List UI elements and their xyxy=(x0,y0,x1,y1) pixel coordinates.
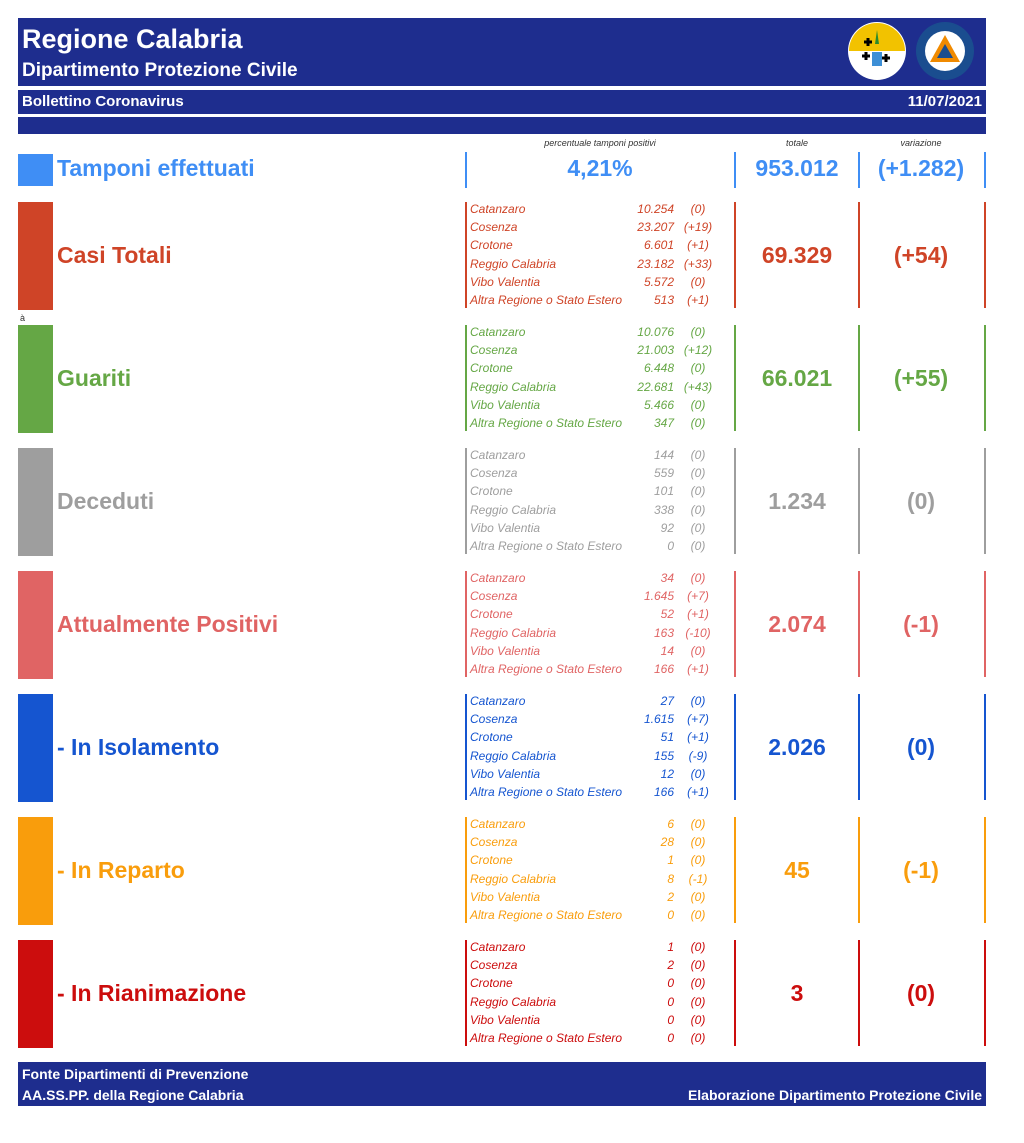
province-name: Crotone xyxy=(470,238,513,253)
section-color-swatch xyxy=(18,325,53,433)
province-value: 166 xyxy=(653,784,674,799)
province-value: 101 xyxy=(653,484,674,499)
province-name: Crotone xyxy=(470,730,513,745)
section-variation: (0) xyxy=(906,488,936,514)
province-name: Altra Regione o Stato Estero xyxy=(470,784,623,799)
divider xyxy=(465,325,467,431)
page-subtitle: Dipartimento Protezione Civile xyxy=(22,60,298,81)
province-value: 5.466 xyxy=(643,397,674,412)
province-delta: (0) xyxy=(690,466,706,481)
province-delta: (0) xyxy=(690,1012,706,1027)
province-value: 0 xyxy=(667,538,674,553)
province-value: 166 xyxy=(653,661,674,676)
province-row xyxy=(470,889,730,907)
divider xyxy=(984,448,986,554)
section-label: - In Reparto xyxy=(57,857,185,883)
province-delta: (0) xyxy=(690,502,706,517)
province-list xyxy=(470,939,730,1048)
province-name: Reggio Calabria xyxy=(470,994,557,1009)
province-name: Cosenza xyxy=(470,466,518,481)
page-title: Regione Calabria xyxy=(22,24,243,54)
bulletin-label: Bollettino Coronavirus xyxy=(22,93,184,110)
province-value: 23.207 xyxy=(637,220,674,235)
province-row xyxy=(470,816,730,834)
divider xyxy=(858,325,860,431)
section-variation: (+54) xyxy=(893,242,949,268)
province-row xyxy=(470,292,730,310)
province-row xyxy=(470,520,730,538)
divider xyxy=(858,152,860,188)
province-delta: (+12) xyxy=(683,343,713,358)
province-delta: (0) xyxy=(690,448,706,462)
province-row xyxy=(470,342,730,360)
province-value: 34 xyxy=(660,571,674,585)
province-value: 1.645 xyxy=(643,589,674,604)
province-delta: (0) xyxy=(690,940,706,954)
header-banner xyxy=(18,18,986,86)
section-label: - In Rianimazione xyxy=(57,980,247,1006)
province-delta: (+7) xyxy=(687,589,709,604)
province-delta: (-9) xyxy=(688,748,708,763)
province-name: Crotone xyxy=(470,607,513,622)
tamponi-swatch xyxy=(18,154,53,186)
province-row xyxy=(470,237,730,255)
province-value: 0 xyxy=(667,1012,674,1027)
section-label: Deceduti xyxy=(57,488,155,514)
province-row xyxy=(470,379,730,397)
province-name: Catanzaro xyxy=(470,448,526,462)
province-name: Cosenza xyxy=(470,835,518,850)
divider xyxy=(734,571,736,677)
province-row xyxy=(470,729,730,747)
province-name: Cosenza xyxy=(470,712,518,727)
province-name: Reggio Calabria xyxy=(470,379,557,394)
section-color-swatch xyxy=(18,448,53,556)
province-value: 347 xyxy=(653,415,674,430)
province-name: Altra Regione o Stato Estero xyxy=(470,661,623,676)
province-delta: (0) xyxy=(690,976,706,991)
divider xyxy=(984,817,986,923)
province-delta: (0) xyxy=(690,643,706,658)
province-delta: (0) xyxy=(690,415,706,430)
footer-source-line2: AA.SS.PP. della Regione Calabria xyxy=(22,1087,244,1103)
province-name: Catanzaro xyxy=(470,940,526,954)
province-name: Catanzaro xyxy=(470,325,526,339)
divider xyxy=(734,325,736,431)
province-row xyxy=(470,360,730,378)
province-value: 0 xyxy=(667,994,674,1009)
province-value: 6.448 xyxy=(643,361,674,376)
divider xyxy=(858,571,860,677)
footer-banner xyxy=(18,1062,986,1106)
province-value: 6.601 xyxy=(643,238,674,253)
province-name: Catanzaro xyxy=(470,202,526,216)
province-value: 559 xyxy=(653,466,674,481)
section-total: 45 xyxy=(784,857,810,883)
region-crest-logo xyxy=(848,22,906,80)
province-value: 51 xyxy=(660,730,674,745)
province-row xyxy=(470,784,730,802)
province-delta: (0) xyxy=(690,538,706,553)
stat-section xyxy=(0,815,1024,925)
province-value: 144 xyxy=(653,448,674,462)
province-name: Catanzaro xyxy=(470,817,526,831)
province-value: 1 xyxy=(667,853,674,868)
province-value: 22.681 xyxy=(637,379,674,394)
tamponi-label: Tamponi effettuati xyxy=(57,155,255,181)
province-row xyxy=(470,274,730,292)
province-value: 338 xyxy=(653,502,674,517)
province-value: 1.615 xyxy=(643,712,674,727)
province-value: 2 xyxy=(667,958,674,973)
province-delta: (-1) xyxy=(688,871,708,886)
province-list xyxy=(470,201,730,310)
section-variation: (+55) xyxy=(893,365,949,391)
province-delta: (+1) xyxy=(687,730,709,745)
province-value: 12 xyxy=(660,766,674,781)
stat-section xyxy=(0,200,1024,310)
province-row xyxy=(470,957,730,975)
province-name: Cosenza xyxy=(470,220,518,235)
section-label: Guariti xyxy=(57,365,132,391)
section-color-swatch xyxy=(18,817,53,925)
province-value: 0 xyxy=(667,976,674,991)
province-row xyxy=(470,852,730,870)
province-delta: (+7) xyxy=(687,712,709,727)
province-delta: (+1) xyxy=(687,661,709,676)
province-value: 10.254 xyxy=(637,202,674,216)
province-list xyxy=(470,816,730,925)
stray-note: à xyxy=(20,313,26,323)
tamponi-variation: (+1.282) xyxy=(877,155,965,181)
province-value: 10.076 xyxy=(637,325,674,339)
province-row xyxy=(470,766,730,784)
province-name: Vibo Valentia xyxy=(470,274,541,289)
province-name: Vibo Valentia xyxy=(470,643,541,658)
stat-section xyxy=(0,323,1024,433)
province-row xyxy=(470,748,730,766)
province-list xyxy=(470,570,730,679)
province-delta: (+1) xyxy=(687,607,709,622)
province-row xyxy=(470,1012,730,1030)
province-name: Catanzaro xyxy=(470,694,526,708)
province-name: Vibo Valentia xyxy=(470,520,541,535)
province-name: Reggio Calabria xyxy=(470,871,557,886)
stat-section xyxy=(0,692,1024,802)
civil-protection-logo xyxy=(916,22,974,80)
province-row xyxy=(470,994,730,1012)
province-row xyxy=(470,483,730,501)
divider xyxy=(858,940,860,1046)
province-value: 14 xyxy=(660,643,674,658)
section-total: 2.074 xyxy=(768,611,826,637)
province-name: Altra Regione o Stato Estero xyxy=(470,292,623,307)
province-value: 28 xyxy=(660,835,674,850)
section-variation: (-1) xyxy=(903,857,939,883)
province-value: 52 xyxy=(660,607,674,622)
bulletin-date: 11/07/2021 xyxy=(907,93,982,110)
section-color-swatch xyxy=(18,202,53,310)
province-row xyxy=(470,538,730,556)
province-row xyxy=(470,570,730,588)
province-row xyxy=(470,711,730,729)
province-delta: (+33) xyxy=(683,256,713,271)
section-total: 3 xyxy=(790,980,804,1006)
province-delta: (0) xyxy=(690,907,706,922)
bulletin-bar xyxy=(18,90,986,114)
province-list xyxy=(470,693,730,802)
province-row xyxy=(470,588,730,606)
province-row xyxy=(470,415,730,433)
section-label: - In Isolamento xyxy=(57,734,220,760)
province-name: Vibo Valentia xyxy=(470,889,541,904)
footer-credit: Elaborazione Dipartimento Protezione Civile xyxy=(687,1087,982,1103)
section-variation: (0) xyxy=(906,980,936,1006)
province-row xyxy=(470,871,730,889)
province-name: Crotone xyxy=(470,361,513,376)
province-row xyxy=(470,606,730,624)
section-total: 69.329 xyxy=(761,242,833,268)
province-delta: (0) xyxy=(690,484,706,499)
divider xyxy=(465,571,467,677)
province-list xyxy=(470,447,730,556)
province-name: Altra Regione o Stato Estero xyxy=(470,538,623,553)
province-delta: (0) xyxy=(690,1030,706,1045)
section-color-swatch xyxy=(18,571,53,679)
province-name: Altra Regione o Stato Estero xyxy=(470,415,623,430)
province-delta: (0) xyxy=(690,817,706,831)
column-header-percent: percentuale tamponi positivi xyxy=(544,138,656,148)
province-value: 0 xyxy=(667,907,674,922)
divider xyxy=(734,817,736,923)
province-value: 163 xyxy=(653,625,674,640)
divider xyxy=(465,202,467,308)
tamponi-section xyxy=(0,150,1024,190)
province-delta: (-10) xyxy=(685,625,711,640)
province-delta: (0) xyxy=(690,694,706,708)
province-value: 155 xyxy=(653,748,674,763)
province-delta: (0) xyxy=(690,889,706,904)
province-name: Altra Regione o Stato Estero xyxy=(470,1030,623,1045)
province-row xyxy=(470,1030,730,1048)
divider xyxy=(465,817,467,923)
province-name: Cosenza xyxy=(470,589,518,604)
province-row xyxy=(470,834,730,852)
province-delta: (0) xyxy=(690,853,706,868)
province-name: Reggio Calabria xyxy=(470,256,557,271)
section-total: 2.026 xyxy=(768,734,826,760)
province-delta: (0) xyxy=(690,397,706,412)
province-name: Vibo Valentia xyxy=(470,1012,541,1027)
province-delta: (+1) xyxy=(687,784,709,799)
province-row xyxy=(470,219,730,237)
divider xyxy=(984,694,986,800)
province-row xyxy=(470,201,730,219)
province-name: Vibo Valentia xyxy=(470,397,541,412)
divider xyxy=(984,571,986,677)
divider xyxy=(734,448,736,554)
province-name: Crotone xyxy=(470,484,513,499)
section-total: 1.234 xyxy=(768,488,826,514)
section-variation: (0) xyxy=(906,734,936,760)
section-variation: (-1) xyxy=(903,611,939,637)
divider xyxy=(465,940,467,1046)
province-delta: (0) xyxy=(690,571,706,585)
section-color-swatch xyxy=(18,940,53,1048)
divider xyxy=(465,152,467,188)
divider xyxy=(984,202,986,308)
province-name: Catanzaro xyxy=(470,571,526,585)
divider xyxy=(734,202,736,308)
section-label: Casi Totali xyxy=(57,242,172,268)
province-value: 8 xyxy=(667,871,674,886)
province-delta: (0) xyxy=(690,958,706,973)
section-label: Attualmente Positivi xyxy=(57,611,279,637)
column-header-variation: variazione xyxy=(900,138,942,148)
divider xyxy=(858,694,860,800)
province-row xyxy=(470,975,730,993)
divider xyxy=(858,817,860,923)
province-value: 27 xyxy=(660,694,674,708)
province-name: Cosenza xyxy=(470,343,518,358)
footer-source-line1: Fonte Dipartimenti di Prevenzione xyxy=(22,1066,249,1082)
divider xyxy=(984,940,986,1046)
stat-section xyxy=(0,938,1024,1048)
province-value: 21.003 xyxy=(637,343,674,358)
province-value: 92 xyxy=(660,520,674,535)
province-row xyxy=(470,661,730,679)
province-delta: (+1) xyxy=(687,292,709,307)
province-value: 6 xyxy=(667,817,674,831)
divider xyxy=(984,325,986,431)
divider xyxy=(984,152,986,188)
divider xyxy=(465,448,467,554)
province-row xyxy=(470,502,730,520)
province-delta: (+19) xyxy=(683,220,713,235)
province-delta: (0) xyxy=(690,274,706,289)
tamponi-percent: 4,21% xyxy=(567,155,633,181)
province-delta: (+1) xyxy=(687,238,709,253)
province-value: 513 xyxy=(653,292,674,307)
province-name: Reggio Calabria xyxy=(470,748,557,763)
section-color-swatch xyxy=(18,694,53,802)
stat-section xyxy=(0,569,1024,679)
province-name: Reggio Calabria xyxy=(470,502,557,517)
province-row xyxy=(470,465,730,483)
province-value: 23.182 xyxy=(637,256,674,271)
province-delta: (0) xyxy=(690,202,706,216)
province-row xyxy=(470,907,730,925)
province-value: 1 xyxy=(667,940,674,954)
province-value: 5.572 xyxy=(643,274,674,289)
province-name: Altra Regione o Stato Estero xyxy=(470,907,623,922)
province-list xyxy=(470,324,730,433)
province-name: Crotone xyxy=(470,976,513,991)
divider xyxy=(858,202,860,308)
province-value: 0 xyxy=(667,1030,674,1045)
divider xyxy=(734,152,736,188)
province-row xyxy=(470,447,730,465)
province-row xyxy=(470,397,730,415)
province-row xyxy=(470,939,730,957)
province-value: 2 xyxy=(667,889,674,904)
province-row xyxy=(470,643,730,661)
province-delta: (0) xyxy=(690,325,706,339)
divider xyxy=(734,940,736,1046)
province-row xyxy=(470,324,730,342)
province-delta: (0) xyxy=(690,766,706,781)
province-delta: (+43) xyxy=(683,379,713,394)
column-header-total: totale xyxy=(785,138,809,148)
province-delta: (0) xyxy=(690,361,706,376)
tamponi-total: 953.012 xyxy=(755,155,839,181)
province-row xyxy=(470,693,730,711)
province-delta: (0) xyxy=(690,835,706,850)
province-name: Cosenza xyxy=(470,958,518,973)
divider xyxy=(465,694,467,800)
section-total: 66.021 xyxy=(761,365,833,391)
province-name: Reggio Calabria xyxy=(470,625,557,640)
province-delta: (0) xyxy=(690,994,706,1009)
divider-bar xyxy=(18,117,986,134)
province-name: Vibo Valentia xyxy=(470,766,541,781)
province-row xyxy=(470,256,730,274)
province-name: Crotone xyxy=(470,853,513,868)
divider xyxy=(858,448,860,554)
divider xyxy=(734,694,736,800)
province-delta: (0) xyxy=(690,520,706,535)
province-row xyxy=(470,625,730,643)
stat-section xyxy=(0,446,1024,556)
